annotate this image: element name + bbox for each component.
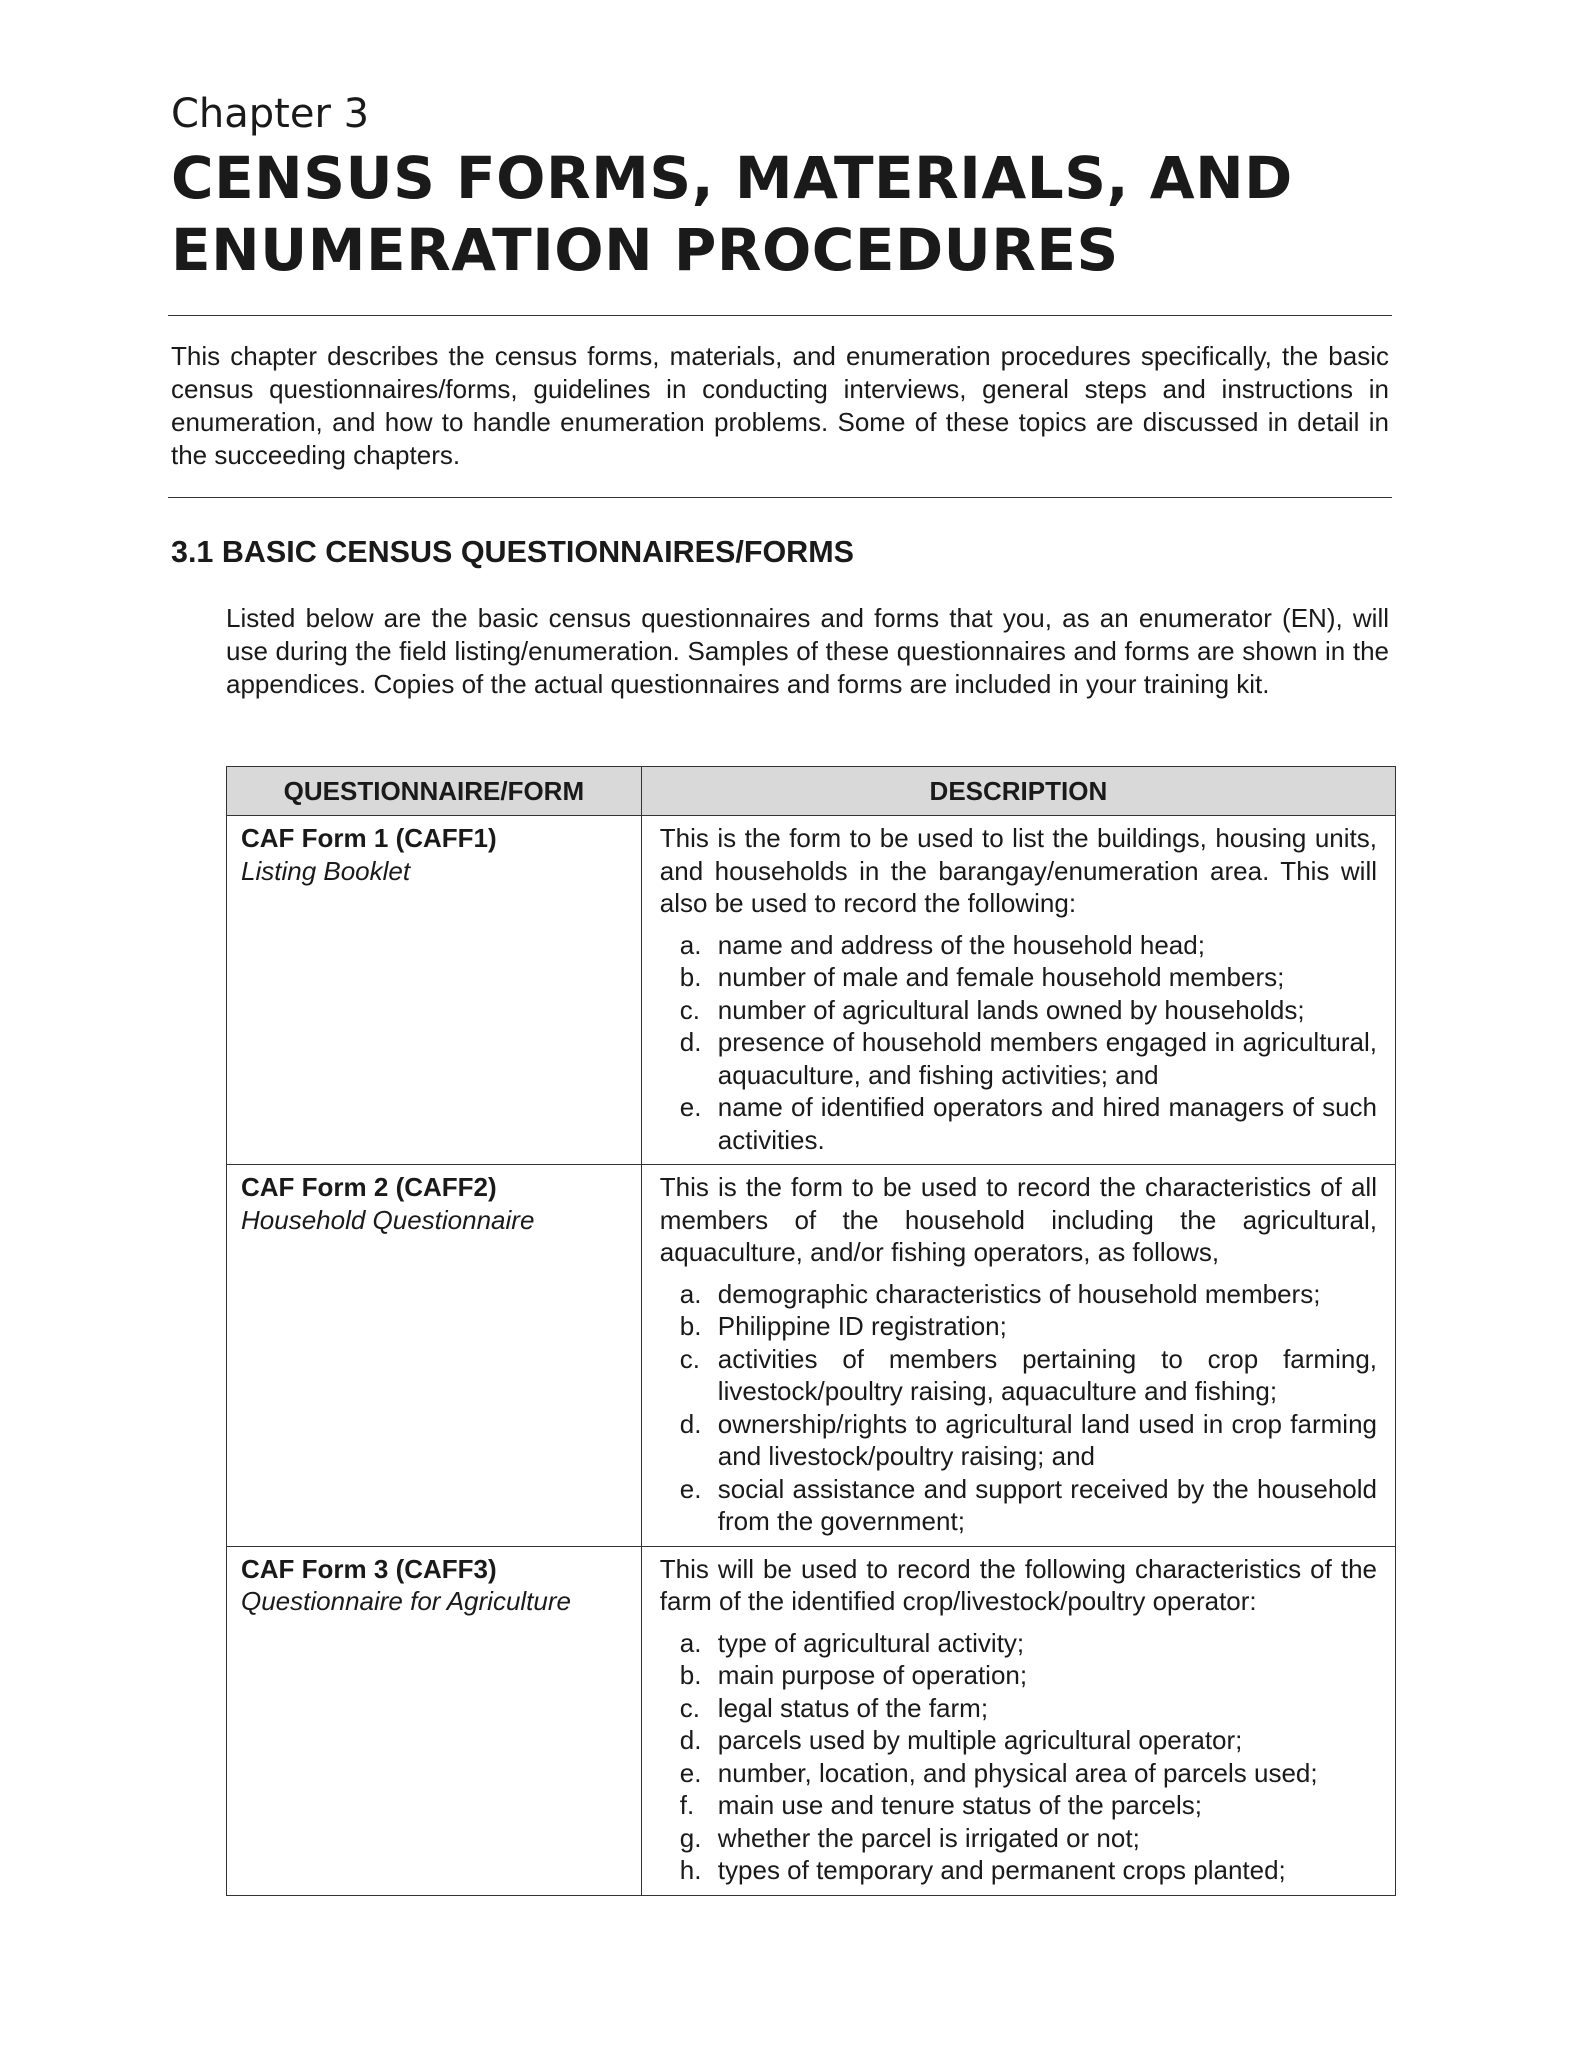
list-item — [660, 1757, 1377, 1790]
list-marker: d. — [679, 1725, 702, 1755]
description-list — [660, 1278, 1377, 1538]
list-item-text: ownership/rights to agricultural land used in crop farming and livestock/poultry raising; and — [717, 1408, 1377, 1471]
list-item — [660, 1789, 1377, 1822]
list-marker: b. — [679, 1311, 702, 1341]
description-cell — [641, 1546, 1395, 1895]
header-description: DESCRIPTION — [641, 767, 1395, 816]
section-heading: 3.1 BASIC CENSUS QUESTIONNAIRES/FORMS — [171, 535, 854, 569]
description-cell — [641, 816, 1395, 1165]
list-item-text: main purpose of operation; — [717, 1660, 1028, 1690]
header-questionnaire-form: QUESTIONNAIRE/FORM — [227, 767, 642, 816]
forms-table — [226, 766, 1396, 1896]
form-subtitle: Household Questionnaire — [241, 1204, 535, 1235]
list-item-text: number, location, and physical area of parcels used; — [717, 1757, 1318, 1788]
list-marker: c. — [679, 1692, 701, 1723]
list-marker: c. — [679, 994, 701, 1025]
description-text: This is the form to be used to list the buildings, housing units, and households in the barangay/enumeration area. This will also be used to record the following: — [659, 823, 1377, 918]
list-item — [660, 1310, 1377, 1343]
list-marker: d. — [679, 1408, 702, 1439]
list-item — [660, 1473, 1377, 1538]
list-item — [660, 929, 1377, 962]
list-marker: e. — [679, 1092, 702, 1122]
description-list — [660, 929, 1377, 1157]
table-row — [227, 1165, 1396, 1547]
list-item-text: presence of household members engaged in agricultural, aquaculture, and fishing activities; and — [717, 1027, 1377, 1090]
table-row — [227, 816, 1396, 1165]
description-text: This is the form to be used to record the characteristics of all members of the household including the agricultural, aquaculture, and/or fishing operators, as follows, — [659, 1172, 1377, 1267]
form-name: CAF Form 3 (CAFF3) — [241, 1553, 497, 1584]
list-item-text: parcels used by multiple agricultural operator; — [717, 1725, 1243, 1755]
list-item-text: demographic characteristics of household members; — [717, 1278, 1321, 1309]
list-item — [660, 1659, 1377, 1692]
section-paragraph: Listed below are the basic census questionnaires and forms that you, as an enumerator (EN), will use during the field listing/enumeration. Samples of these questionnaires and forms are shown in the appendices. Copies of the actual questionnaires and forms are included in your training kit. — [226, 603, 1389, 699]
list-marker: f. — [679, 1790, 695, 1820]
list-item-text: Philippine ID registration; — [717, 1311, 1007, 1341]
description-text: This will be used to record the following characteristics of the farm of the identified crop/livestock/poultry operator: — [659, 1553, 1377, 1616]
list-item — [660, 1278, 1377, 1311]
form-cell — [227, 1165, 642, 1547]
list-item — [660, 1026, 1377, 1091]
list-marker: g. — [679, 1822, 702, 1853]
list-item-text: main use and tenure status of the parcels; — [717, 1790, 1202, 1820]
list-item-text: name and address of the household head; — [717, 929, 1205, 960]
form-subtitle: Listing Booklet — [241, 855, 411, 886]
list-marker: a. — [679, 929, 702, 960]
list-item — [660, 1692, 1377, 1725]
table-header-row — [227, 767, 1396, 816]
list-marker: d. — [679, 1027, 702, 1057]
list-marker: b. — [679, 1660, 702, 1690]
list-item — [660, 1724, 1377, 1757]
form-cell — [227, 816, 642, 1165]
form-cell — [227, 1546, 642, 1895]
form-name: CAF Form 1 (CAFF1) — [241, 823, 497, 853]
list-item-text: type of agricultural activity; — [717, 1627, 1025, 1658]
list-item-text: social assistance and support received by the household from the government; — [717, 1473, 1377, 1536]
list-item — [660, 1343, 1377, 1408]
form-name: CAF Form 2 (CAFF2) — [241, 1172, 497, 1202]
list-item — [660, 961, 1377, 994]
list-item — [660, 1408, 1377, 1473]
list-marker: b. — [679, 962, 702, 992]
divider-top — [168, 315, 1392, 316]
list-item-text: types of temporary and permanent crops planted; — [717, 1855, 1286, 1885]
form-subtitle: Questionnaire for Agriculture — [241, 1586, 571, 1616]
list-item-text: name of identified operators and hired managers of such activities. — [717, 1092, 1377, 1155]
list-item-text: whether the parcel is irrigated or not; — [717, 1822, 1140, 1853]
chapter-intro: This chapter describes the census forms, materials, and enumeration procedures specifically, the basic census questionnaires/forms, guidelines in conducting interviews, general steps and instructions in enumeration, and how to handle enumeration problems. Some of these topics are discussed in detail in the succeeding chapters. — [171, 341, 1389, 470]
list-item-text: number of agricultural lands owned by households; — [717, 994, 1305, 1025]
list-item — [660, 1854, 1377, 1887]
divider-bottom — [168, 497, 1392, 498]
list-item — [660, 1822, 1377, 1855]
chapter-label: Chapter 3 — [171, 91, 370, 137]
list-marker: c. — [679, 1343, 701, 1374]
list-item-text: number of male and female household members; — [717, 962, 1285, 992]
list-marker: h. — [679, 1855, 702, 1885]
list-item-text: legal status of the farm; — [717, 1692, 989, 1723]
list-item — [660, 1627, 1377, 1660]
list-item — [660, 994, 1377, 1027]
list-marker: e. — [679, 1757, 702, 1788]
list-marker: a. — [679, 1627, 702, 1658]
list-item — [660, 1091, 1377, 1156]
list-marker: e. — [679, 1473, 702, 1504]
list-marker: a. — [679, 1278, 702, 1309]
description-list — [660, 1627, 1377, 1887]
chapter-title: CENSUS FORMS, MATERIALS, AND ENUMERATION PROCEDURES — [171, 144, 1293, 284]
description-cell — [641, 1165, 1395, 1547]
list-item-text: activities of members pertaining to crop farming, livestock/poultry raising, aquaculture and fishing; — [717, 1343, 1377, 1406]
table-row — [227, 1546, 1396, 1895]
